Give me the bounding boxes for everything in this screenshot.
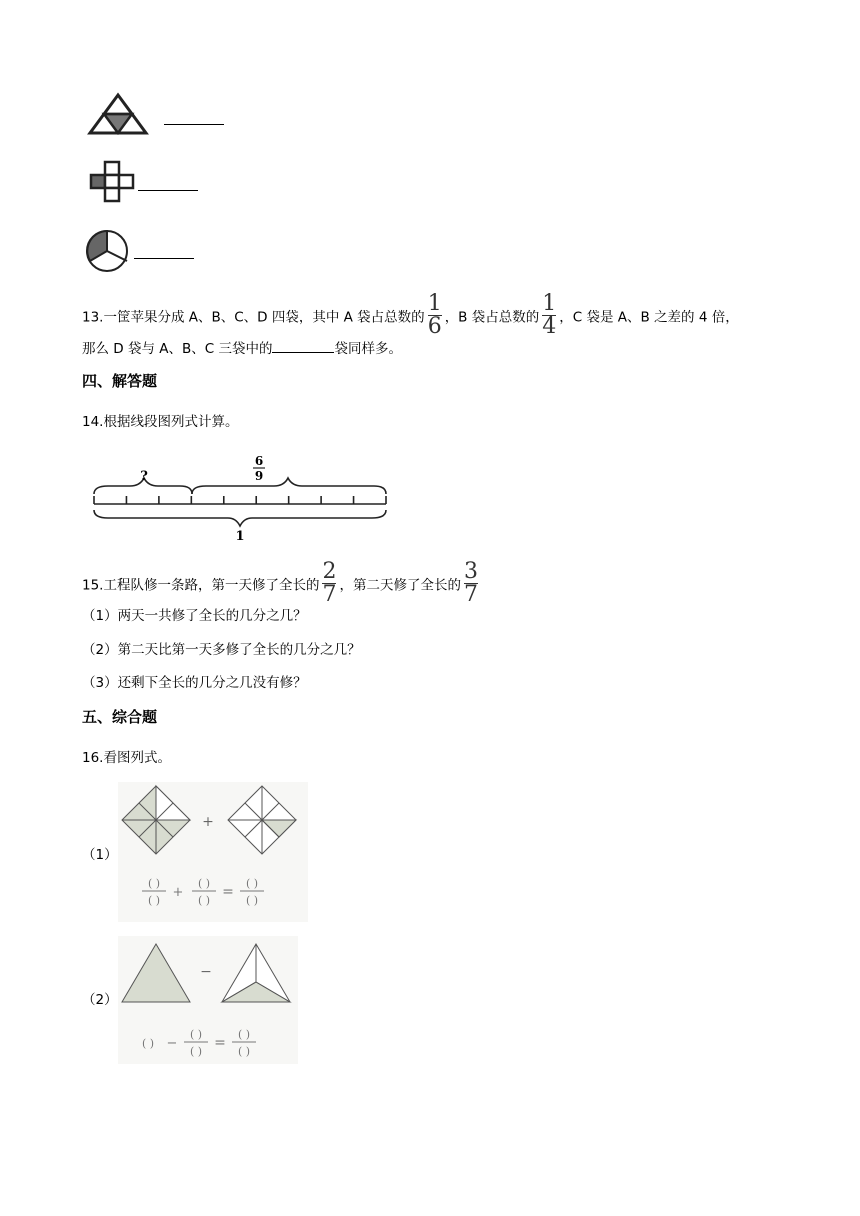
minus-sign: − — [200, 964, 212, 980]
q13-text-e: 袋同样多。 — [334, 341, 402, 357]
answer-blank-2[interactable] — [138, 176, 198, 197]
svg-text:( ): ( ) — [147, 894, 161, 907]
svg-text:( ): ( ) — [197, 894, 211, 907]
svg-text:( ): ( ) — [245, 877, 259, 890]
svg-text:( ): ( ) — [197, 877, 211, 890]
svg-text:( ): ( ) — [237, 1028, 251, 1041]
fraction-day1: $\frac{2}{7}$ — [322, 559, 337, 607]
svg-text:( ): ( ) — [189, 1045, 203, 1058]
q15-text-b: ，第二天修了全长的 — [339, 577, 461, 594]
cross-figure — [88, 160, 140, 204]
q14-text: 14.根据线段图列式计算。 — [82, 414, 239, 430]
svg-text:( ): ( ) — [141, 1037, 155, 1050]
q13-line2 — [82, 338, 402, 359]
svg-text:( ): ( ) — [237, 1045, 251, 1058]
blank-line — [138, 176, 198, 191]
segment-ticks — [94, 496, 386, 504]
q13-answer-blank[interactable] — [272, 338, 334, 353]
frac-num-label: 6 — [254, 454, 264, 468]
q15-sub2: （2）第二天比第一天多修了全长的几分之几？ — [82, 642, 361, 658]
svg-text:( ): ( ) — [147, 877, 161, 890]
answer-blank-3[interactable] — [134, 244, 194, 265]
triangle-figure — [86, 92, 150, 136]
svg-text:( ): ( ) — [189, 1028, 203, 1041]
q13-line1 — [82, 291, 739, 339]
svg-text:( ): ( ) — [245, 894, 259, 907]
q14-segment-diagram — [88, 452, 394, 544]
q13-text-b: ，B 袋占总数的 — [444, 309, 540, 326]
q16-text: 16.看图列式。 — [82, 750, 171, 766]
plus-sign: + — [202, 814, 214, 830]
total-label: 1 — [235, 529, 245, 544]
fraction-day2: $\frac{3}{7}$ — [463, 559, 478, 607]
circle-figure — [84, 228, 134, 274]
q13-text-d: 那么 D 袋与 A、B、C 三袋中的 — [82, 341, 273, 357]
svg-text:−: − — [166, 1036, 178, 1051]
fraction-b: $\frac{1}{4}$ — [542, 291, 557, 339]
blank-line — [134, 244, 194, 259]
section-title-4: 四、解答题 — [82, 372, 158, 390]
frac-den-label: 9 — [254, 469, 264, 483]
q15-line — [82, 559, 481, 607]
q15-sub3: （3）还剩下全长的几分之几没有修？ — [82, 675, 307, 691]
section-title-5: 五、综合题 — [82, 708, 158, 726]
q16-part2-label: （2） — [82, 992, 118, 1008]
q15-sub1: （1）两天一共修了全长的几分之几？ — [82, 608, 307, 624]
q16-part1-figure — [118, 782, 308, 922]
q13-text-a: 13.一筐苹果分成 A、B、C、D 四袋，其中 A 袋占总数的 — [82, 309, 425, 326]
blank-line — [164, 110, 224, 125]
q15-text-a: 15.工程队修一条路，第一天修了全长的 — [82, 577, 320, 594]
svg-text:=: = — [214, 1035, 226, 1051]
svg-text:=: = — [222, 884, 234, 900]
fraction-a: $\frac{1}{6}$ — [427, 291, 442, 339]
unknown-label: ? — [140, 469, 148, 484]
q16-part2-figure — [118, 936, 298, 1064]
q13-text-c: ，C 袋是 A、B 之差的 4 倍， — [559, 309, 739, 326]
svg-text:+: + — [172, 885, 184, 900]
answer-blank-1[interactable] — [164, 110, 224, 131]
q16-part1-label: （1） — [82, 847, 118, 863]
